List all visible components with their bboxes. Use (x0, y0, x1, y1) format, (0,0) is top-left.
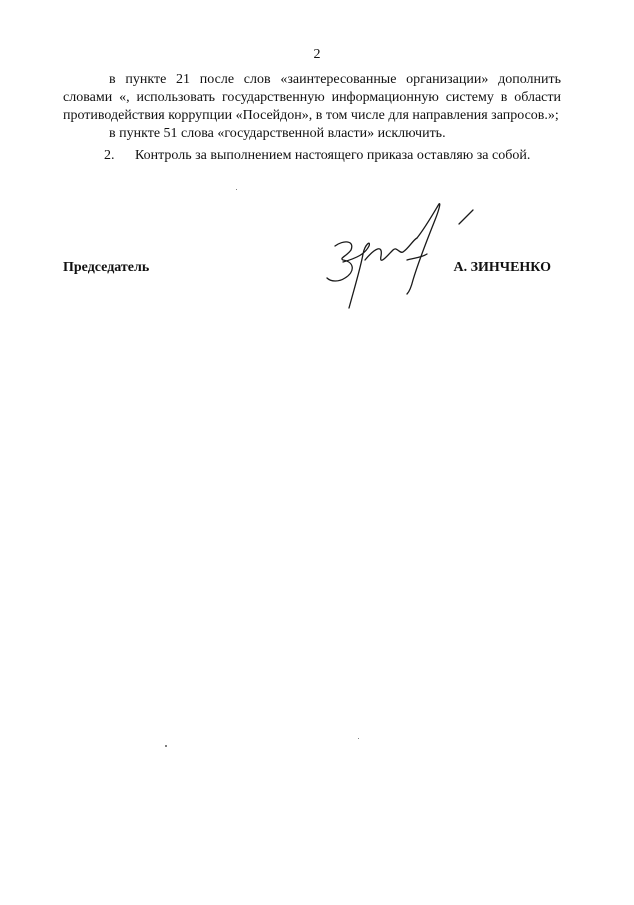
signatory-name: А. ЗИНЧЕНКО (453, 260, 551, 275)
scan-speck (358, 738, 359, 739)
scan-speck (236, 189, 237, 190)
document-body (63, 71, 561, 165)
page-number: 2 (313, 47, 321, 62)
scan-speck (165, 745, 167, 747)
item-text: Контроль за выполнением настоящего приказа оставляю за собой. (135, 148, 531, 163)
signature-block (63, 200, 563, 320)
signatory-title: Председатель (63, 260, 150, 275)
item-number: 2. (104, 148, 115, 163)
paragraph-amendment-21: в пункте 21 после слов «заинтересованные организации» дополнить словами «, использовать государственную информационную систему в области противодействия коррупции «Посейдон», в том числе для направления запросов.»; (63, 72, 561, 123)
paragraph-amendment-51: в пункте 51 слова «государственной власти» исключить. (109, 126, 446, 141)
handwritten-signature (321, 200, 501, 315)
numbered-item-2 (63, 147, 561, 165)
